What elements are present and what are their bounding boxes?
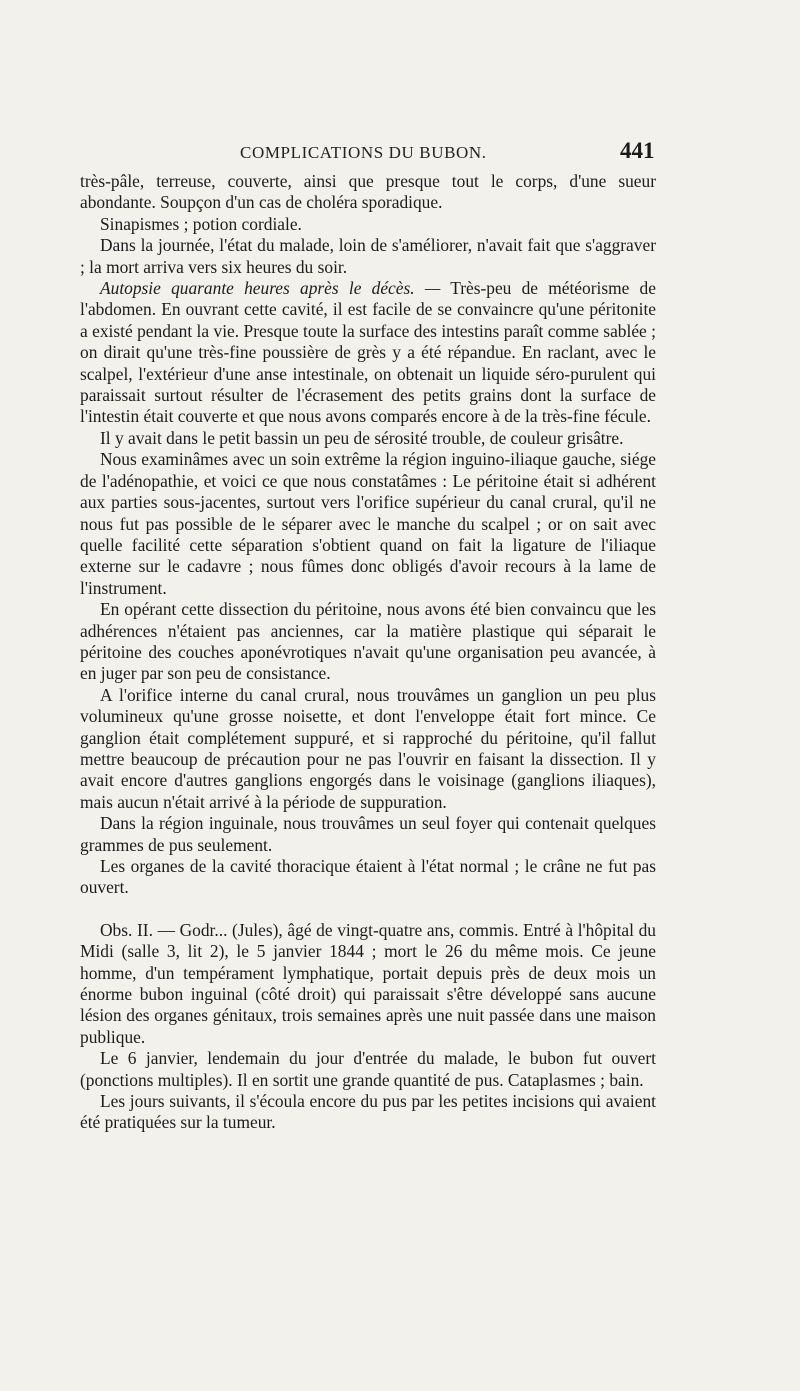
paragraph-text: Très-peu de météorisme de l'abdomen. En ouvrant cette cavité, il est facile de se convaincre qu'une péritonite a existé pendant la vie. Presque toute la surface des intestins paraît comme sablée ; on dirait qu'une très-fine poussière de grès y a été répandue. En raclant, avec le scalpel, l'extérieur d'une anse intestinale, on obtenait un liquide séro-purulent qui paraissait surtout résulter de l'écrasement des petits grains dont la surface de l'intestin était couverte et que nous avons comparés encore à de la très-fine fécule. — [80, 278, 656, 427]
paragraph: très-pâle, terreuse, couverte, ainsi que presque tout le corps, d'une sueur abondante. Soupçon d'un cas de choléra sporadique. — [80, 171, 656, 213]
page-number: 441 — [620, 138, 655, 163]
paragraph: Dans la journée, l'état du malade, loin de s'améliorer, n'avait fait que s'aggraver ; la mort arriva vers six heures du soir. — [80, 235, 656, 277]
observation-label: Obs. II. — [100, 919, 153, 940]
paragraph: Nous examinâmes avec un soin extrême la région inguino-iliaque gauche, siége de l'adénopathie, et voici ce que nous constatâmes : Le péritoine était si adhérent aux parties sous-jacentes, surtout vers l'orifice supérieur du canal crural, qu'il ne nous fut pas possible de le séparer avec le manche du scalpel ; or on sait avec quelle facilité cette séparation s'obtient quand on fait la ligature de l'iliaque externe sur le cadavre ; nous fûmes donc obligés d'avoir recours à la lame de l'instrument. — [80, 449, 656, 598]
observation-text: — Godr... (Jules), âgé de vingt-quatre ans, commis. Entré à l'hôpital du Midi (salle 3, lit 2), le 5 janvier 1844 ; mort le 26 du même mois. Ce jeune homme, d'un tempérament lymphatique, portait depuis près de deux mois un énorme bubon inguinal (côté droit) qui paraissait s'être développé sans aucune lésion des organes génitaux, trois semaines après une nuit passée dans une maison publique. — [80, 919, 656, 1047]
paragraph: Les organes de la cavité thoracique étaient à l'état normal ; le crâne ne fut pas ouvert. — [80, 856, 656, 898]
paragraph: Il y avait dans le petit bassin un peu de sérosité trouble, de couleur grisâtre. — [100, 427, 624, 448]
running-title: COMPLICATIONS DU BUBON. — [240, 143, 487, 162]
paragraph — [80, 278, 656, 428]
observation-paragraph — [80, 920, 656, 1048]
paragraph: A l'orifice interne du canal crural, nous trouvâmes un ganglion un peu plus volumineux qu'une grosse noisette, et dont l'enveloppe était fort mince. Ce ganglion était complétement suppuré, et si rapproché du péritoine, qu'il fallut mettre beaucoup de précaution pour ne pas l'ouvrir en faisant la dissection. Il y avait encore d'autres ganglions engorgés dans le voisinage (ganglions iliaques), mais aucun n'était arrivé à la période de suppuration. — [80, 684, 656, 812]
autopsy-heading: Autopsie quarante heures après le décès. — — [100, 278, 441, 299]
paragraph: Le 6 janvier, lendemain du jour d'entrée du malade, le bubon fut ouvert (ponctions multiples). Il en sortit une grande quantité de pus. Cataplasmes ; bain. — [80, 1048, 656, 1090]
paragraph: Dans la région inguinale, nous trouvâmes un seul foyer qui contenait quelques grammes de pus seulement. — [80, 813, 656, 855]
paragraph: Les jours suivants, il s'écoula encore du pus par les petites incisions qui avaient été pratiquées sur la tumeur. — [80, 1091, 656, 1133]
body-text — [80, 171, 656, 1134]
paragraph: En opérant cette dissection du péritoine, nous avons été bien convaincu que les adhérences n'étaient pas anciennes, car la matière plastique qui séparait le péritoine des couches aponévrotiques n'avait qu'une organisation peu avancée, à en juger par son peu de consistance. — [80, 599, 656, 684]
paragraph: Sinapismes ; potion cordiale. — [100, 213, 302, 234]
